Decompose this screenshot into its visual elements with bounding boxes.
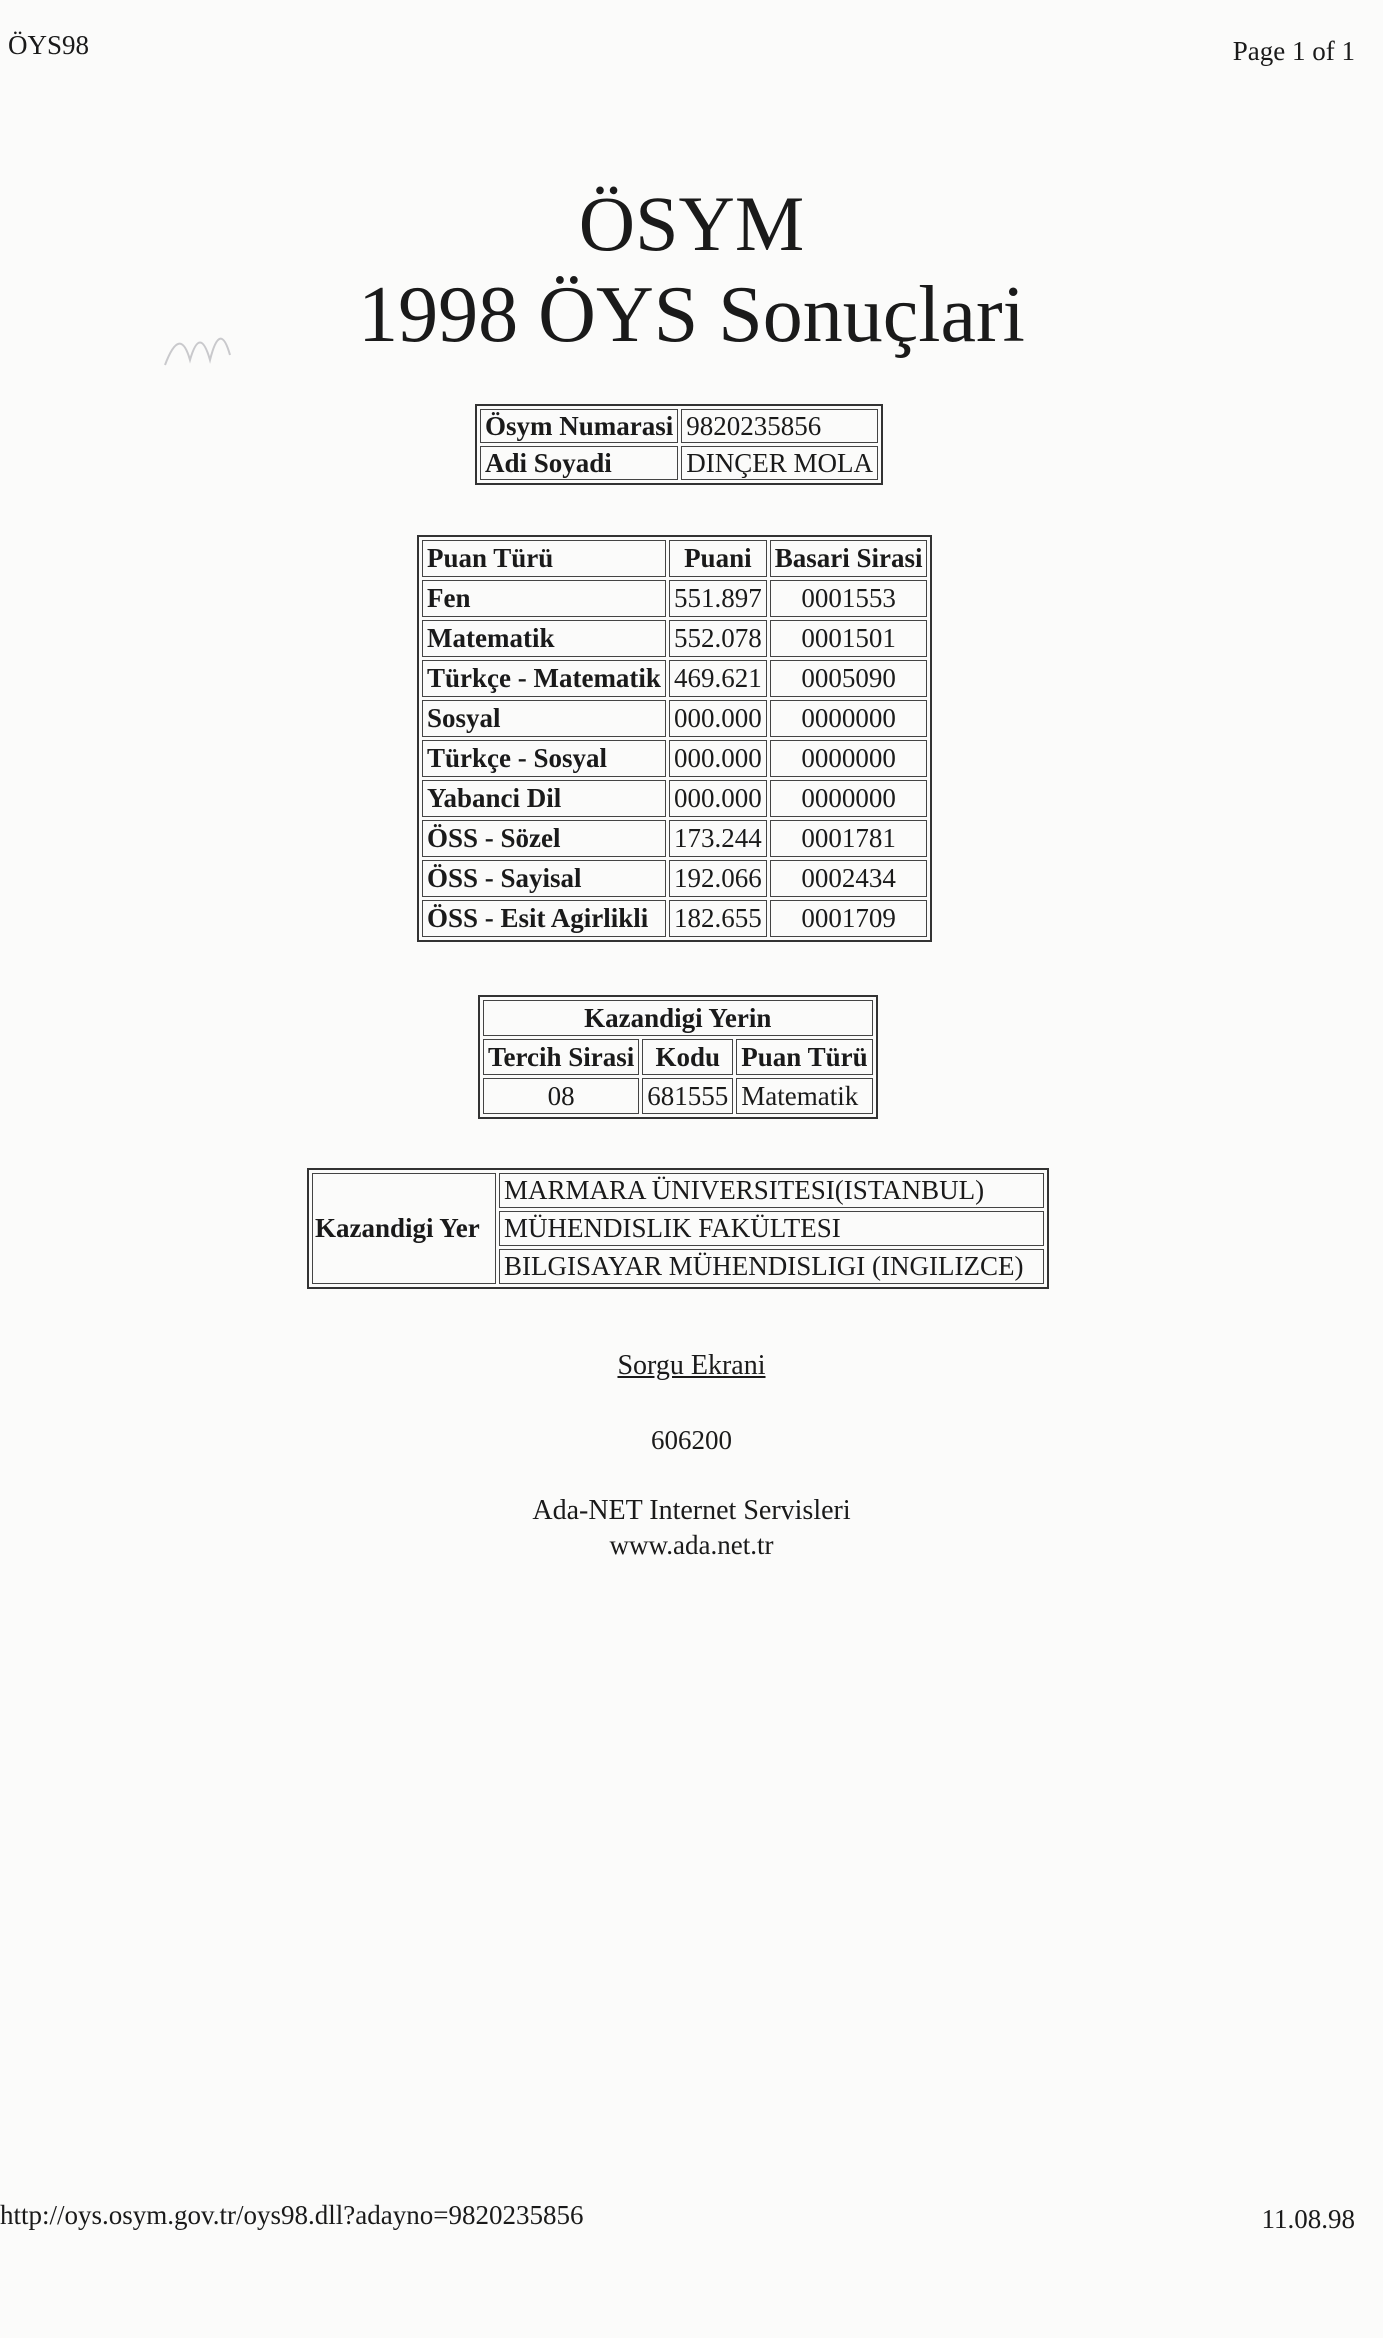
score-type-cell: Fen xyxy=(422,580,666,617)
table-row xyxy=(422,860,927,897)
rank-cell: 0001501 xyxy=(770,620,928,657)
rank-cell: 0001709 xyxy=(770,900,928,937)
score-type-cell: ÖSS - Sayisal xyxy=(422,860,666,897)
score-cell: 000.000 xyxy=(669,780,767,817)
score-type-cell: ÖSS - Sözel xyxy=(422,820,666,857)
table-row xyxy=(422,780,927,817)
rank-cell: 0000000 xyxy=(770,700,928,737)
score-type-cell: Türkçe - Matematik xyxy=(422,660,666,697)
table-row xyxy=(422,620,927,657)
candidate-number-value: 9820235856 xyxy=(681,409,878,443)
table-row xyxy=(422,740,927,777)
table-row xyxy=(480,409,878,443)
print-header-title: ÖYS98 xyxy=(8,30,90,60)
provider-name: Ada-NET Internet Servisleri xyxy=(532,1495,851,1526)
score-cell: 000.000 xyxy=(669,740,767,777)
score-cell: 469.621 xyxy=(669,660,767,697)
rank-cell: 0000000 xyxy=(770,740,928,777)
table-title-row xyxy=(483,1000,873,1036)
table-row xyxy=(422,580,927,617)
score-type-cell: Sosyal xyxy=(422,700,666,737)
table-row xyxy=(483,1078,873,1114)
university-cell: MARMARA ÜNIVERSITESI(ISTANBUL) xyxy=(499,1173,1044,1208)
column-header-code: Kodu xyxy=(642,1039,733,1075)
score-cell: 192.066 xyxy=(669,860,767,897)
column-header-score-type: Puan Türü xyxy=(422,540,666,577)
faculty-cell: MÜHENDISLIK FAKÜLTESI xyxy=(499,1211,1044,1246)
rank-cell: 0005090 xyxy=(770,660,928,697)
column-header-score: Puani xyxy=(669,540,767,577)
scores-table xyxy=(417,535,932,942)
print-footer-url: http://oys.osym.gov.tr/oys98.dll?adayno=9820235856 xyxy=(0,2200,584,2230)
candidate-number-label: Ösym Numarasi xyxy=(480,409,678,443)
column-header-score-type: Puan Türü xyxy=(736,1039,872,1075)
table-row xyxy=(422,700,927,737)
score-type-cell: ÖSS - Esit Agirlikli xyxy=(422,900,666,937)
query-screen-link[interactable]: Sorgu Ekrani xyxy=(617,1350,766,1381)
department-cell: BILGISAYAR MÜHENDISLIGI (INGILIZCE) xyxy=(499,1249,1044,1284)
score-cell: 551.897 xyxy=(669,580,767,617)
preference-table xyxy=(478,995,878,1119)
score-type-cell: Yabanci Dil xyxy=(422,780,666,817)
preference-order-cell: 08 xyxy=(483,1078,639,1114)
score-cell: 000.000 xyxy=(669,700,767,737)
table-row xyxy=(422,820,927,857)
code-cell: 681555 xyxy=(642,1078,733,1114)
rank-cell: 0000000 xyxy=(770,780,928,817)
table-header-row xyxy=(483,1039,873,1075)
visitor-counter: 606200 xyxy=(651,1425,732,1455)
rank-cell: 0001781 xyxy=(770,820,928,857)
print-header-page-number: Page 1 of 1 xyxy=(1232,36,1355,66)
print-footer-date: 11.08.98 xyxy=(1261,2204,1355,2234)
score-cell: 552.078 xyxy=(669,620,767,657)
page-title: ÖSYM xyxy=(578,180,805,267)
placement-table xyxy=(307,1168,1049,1289)
table-row xyxy=(422,900,927,937)
page-subtitle: 1998 ÖYS Sonuçlari xyxy=(358,271,1025,359)
table-row xyxy=(422,660,927,697)
column-header-rank: Basari Sirasi xyxy=(770,540,928,577)
score-type-cell: Türkçe - Sosyal xyxy=(422,740,666,777)
provider-url: www.ada.net.tr xyxy=(609,1530,774,1560)
table-header-row xyxy=(422,540,927,577)
candidate-info-table xyxy=(475,404,883,485)
placement-label: Kazandigi Yer xyxy=(312,1173,496,1284)
rank-cell: 0002434 xyxy=(770,860,928,897)
score-type-cell: Matematik xyxy=(422,620,666,657)
score-type-cell: Matematik xyxy=(736,1078,872,1114)
table-row xyxy=(312,1173,1044,1208)
column-header-preference-order: Tercih Sirasi xyxy=(483,1039,639,1075)
rank-cell: 0001553 xyxy=(770,580,928,617)
score-cell: 173.244 xyxy=(669,820,767,857)
score-cell: 182.655 xyxy=(669,900,767,937)
table-row xyxy=(480,446,878,480)
candidate-name-label: Adi Soyadi xyxy=(480,446,678,480)
candidate-name-value: DINÇER MOLA xyxy=(681,446,878,480)
preference-table-title: Kazandigi Yerin xyxy=(483,1000,873,1036)
